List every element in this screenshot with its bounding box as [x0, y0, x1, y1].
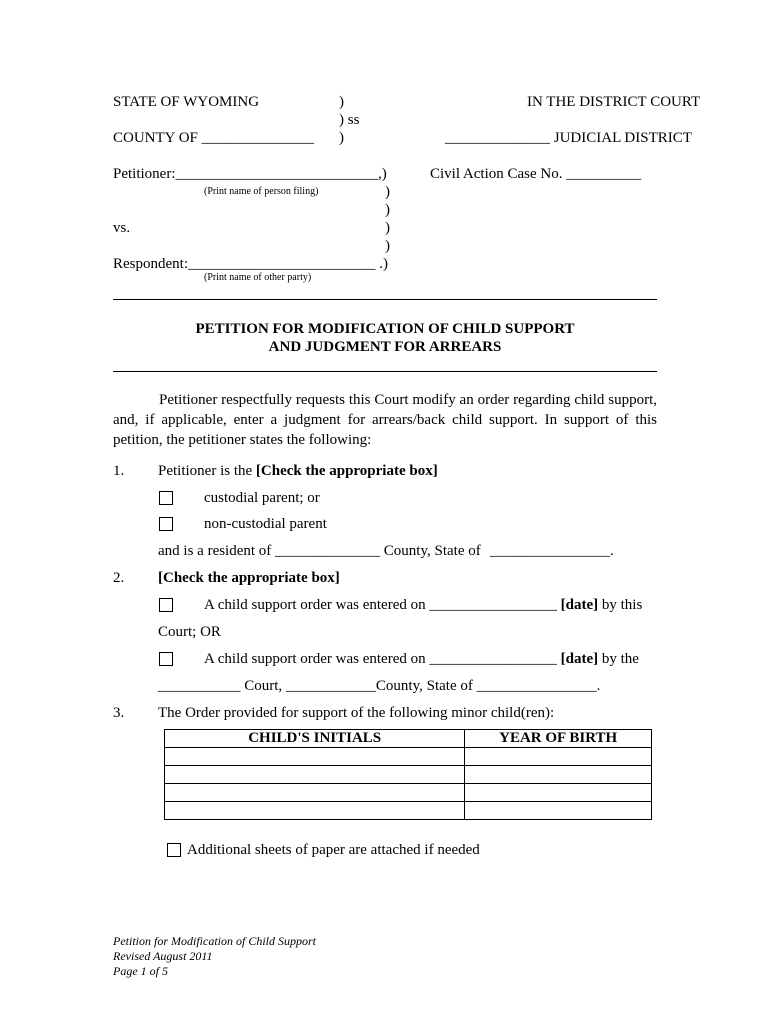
year-of-birth-cell[interactable] — [465, 784, 652, 802]
table-row — [165, 784, 652, 802]
child-initials-cell[interactable] — [165, 784, 465, 802]
page-footer — [113, 934, 316, 979]
year-of-birth-cell[interactable] — [465, 748, 652, 766]
divider — [113, 299, 657, 300]
order-this-court-checkbox[interactable] — [159, 598, 173, 612]
child-initials-cell[interactable] — [165, 748, 465, 766]
table-row — [165, 766, 652, 784]
order-this-court-date-field[interactable] — [204, 598, 642, 613]
order-tail-text: by the — [601, 651, 639, 667]
footer-form-title: Petition for Modification of Child Support — [113, 934, 316, 948]
item-3-text: The Order provided for support of the following minor child(ren): — [158, 705, 555, 721]
petitioner-hint: (Print name of person filing) — [204, 186, 319, 197]
caption-paren: ) — [385, 184, 390, 200]
caption-paren: ) — [385, 220, 390, 236]
caption-paren-ss: ) ss — [339, 112, 360, 128]
non-custodial-parent-checkbox[interactable] — [159, 517, 173, 531]
document-subtitle: AND JUDGMENT FOR ARREARS — [268, 339, 502, 355]
additional-sheets-checkbox[interactable] — [167, 843, 181, 857]
order-other-court-checkbox[interactable] — [159, 652, 173, 666]
intro-paragraph: Petitioner respectfully requests this Court modify an order regarding child support, and, if applicable, enter a judgment for arrears/back child support. In support of this petition, the petitioner states the following: — [113, 392, 657, 448]
year-of-birth-cell[interactable] — [465, 802, 652, 820]
item-1-text — [158, 464, 438, 479]
item-3-number: 3. — [113, 705, 125, 721]
order-date-text: A child support order was entered on _________________ — [204, 651, 557, 667]
judicial-district-field[interactable]: ______________ JUDICIAL DISTRICT — [445, 130, 692, 146]
order-date-text: A child support order was entered on _________________ — [204, 597, 557, 613]
children-table — [164, 729, 652, 820]
footer-revision: Revised August 2011 — [113, 949, 213, 963]
item-1-number: 1. — [113, 463, 125, 479]
order-tail-text: by this — [601, 597, 643, 613]
year-of-birth-header: YEAR OF BIRTH — [465, 730, 652, 748]
document-title: PETITION FOR MODIFICATION OF CHILD SUPPORT — [195, 321, 575, 337]
child-initials-cell[interactable] — [165, 802, 465, 820]
respondent-field[interactable]: Respondent:_________________________ .) — [113, 256, 388, 272]
resident-state-field[interactable]: ________________. — [490, 543, 614, 559]
year-of-birth-cell[interactable] — [465, 766, 652, 784]
divider — [113, 371, 657, 372]
item-2-number: 2. — [113, 570, 125, 586]
item-2-instruction: [Check the appropriate box] — [158, 570, 340, 586]
court-or-label: Court; OR — [158, 624, 221, 640]
order-other-court-date-field[interactable] — [204, 652, 639, 667]
custodial-parent-label: custodial parent; or — [204, 490, 320, 506]
petitioner-field[interactable]: Petitioner:___________________________,) — [113, 166, 387, 182]
date-label: [date] — [560, 597, 599, 613]
table-row — [165, 802, 652, 820]
state-label: STATE OF WYOMING — [113, 94, 260, 110]
caption-paren: ) — [339, 94, 344, 110]
childs-initials-header: CHILD'S INITIALS — [165, 730, 465, 748]
resident-county-field[interactable]: and is a resident of ______________ County, State of — [158, 543, 481, 559]
other-court-location-field[interactable]: ___________ Court, ____________County, State of ________________. — [158, 678, 601, 694]
additional-sheets-label: Additional sheets of paper are attached if needed — [187, 842, 480, 858]
child-initials-cell[interactable] — [165, 766, 465, 784]
table-header-row — [165, 730, 652, 748]
item-1-instruction: [Check the appropriate box] — [255, 463, 438, 479]
table-row — [165, 748, 652, 766]
vs-label: vs. — [113, 220, 131, 236]
court-label: IN THE DISTRICT COURT — [527, 94, 701, 110]
caption-paren: ) — [385, 238, 390, 254]
non-custodial-parent-label: non-custodial parent — [204, 516, 327, 532]
county-field[interactable]: COUNTY OF _______________ — [113, 130, 315, 146]
civil-action-field[interactable]: Civil Action Case No. __________ — [430, 166, 642, 182]
date-label: [date] — [560, 651, 599, 667]
caption-paren: ) — [339, 130, 344, 146]
caption-paren: ) — [385, 202, 390, 218]
item-1-label: Petitioner is the — [158, 463, 256, 479]
footer-page-number: Page 1 of 5 — [113, 964, 168, 978]
respondent-hint: (Print name of other party) — [204, 272, 312, 283]
custodial-parent-checkbox[interactable] — [159, 491, 173, 505]
